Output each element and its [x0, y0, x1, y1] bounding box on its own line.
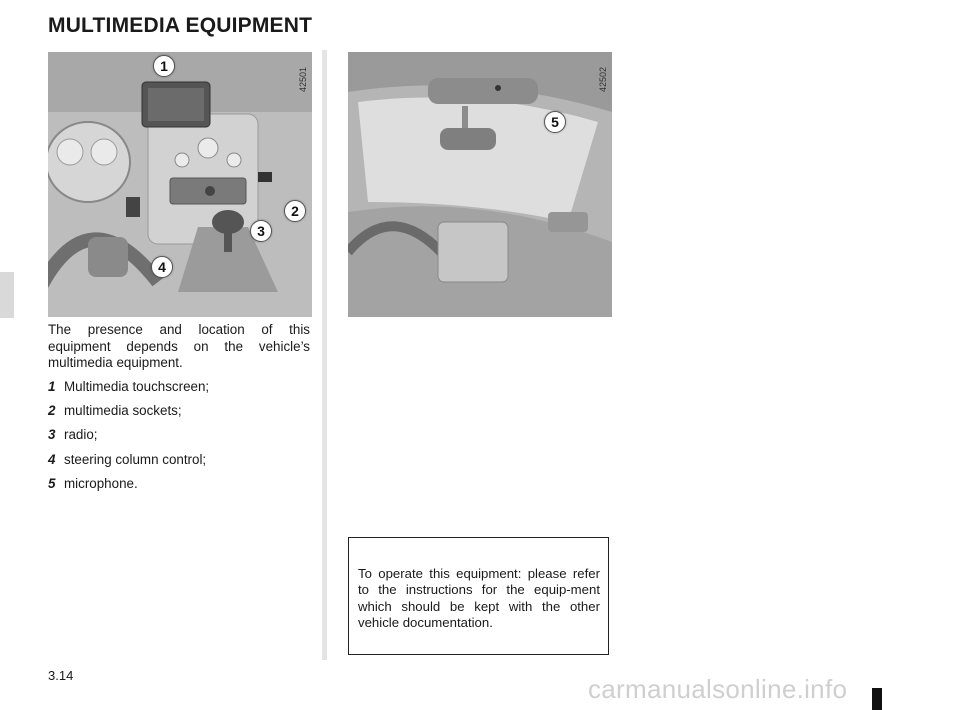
equipment-list [48, 379, 310, 500]
item-text: microphone. [64, 475, 138, 491]
page-number: 3.14 [48, 668, 74, 683]
watermark: carmanualsonline.info [588, 674, 848, 704]
intro-paragraph: The presence and location of this equipment depends on the vehicle’s multimedia equipment. [48, 322, 310, 370]
windscreen-illustration [348, 52, 612, 317]
dashboard-illustration [48, 52, 312, 317]
item-number: 4 [48, 451, 56, 467]
note-box [348, 537, 609, 655]
page-corner-mark [872, 688, 882, 710]
list-item [48, 476, 310, 500]
item-text: multimedia sockets; [64, 403, 182, 419]
page-title: MULTIMEDIA EQUIPMENT [48, 14, 313, 37]
item-text: Multimedia touchscreen; [64, 379, 210, 394]
item-text: radio; [64, 427, 98, 443]
callout-2: 2 [284, 200, 306, 222]
figure-code: 42501 [298, 66, 308, 92]
section-tab [0, 272, 14, 318]
callout-4: 4 [151, 256, 173, 278]
item-text: steering column control; [64, 451, 207, 467]
figure-code: 42502 [598, 66, 608, 92]
list-item [48, 379, 310, 403]
item-number: 5 [48, 475, 56, 491]
callout-3: 3 [250, 220, 272, 242]
callout-5: 5 [544, 111, 566, 133]
list-item [48, 452, 310, 476]
callout-1: 1 [153, 55, 175, 77]
item-number: 1 [48, 379, 56, 394]
note-text: To operate this equipment: please refer to the instructions for the equip-ment which should be kept with the other vehicle documentation. [358, 566, 600, 631]
list-item [48, 427, 310, 451]
item-number: 3 [48, 427, 56, 443]
list-item [48, 403, 310, 427]
column-divider [322, 50, 327, 660]
item-number: 2 [48, 403, 56, 419]
